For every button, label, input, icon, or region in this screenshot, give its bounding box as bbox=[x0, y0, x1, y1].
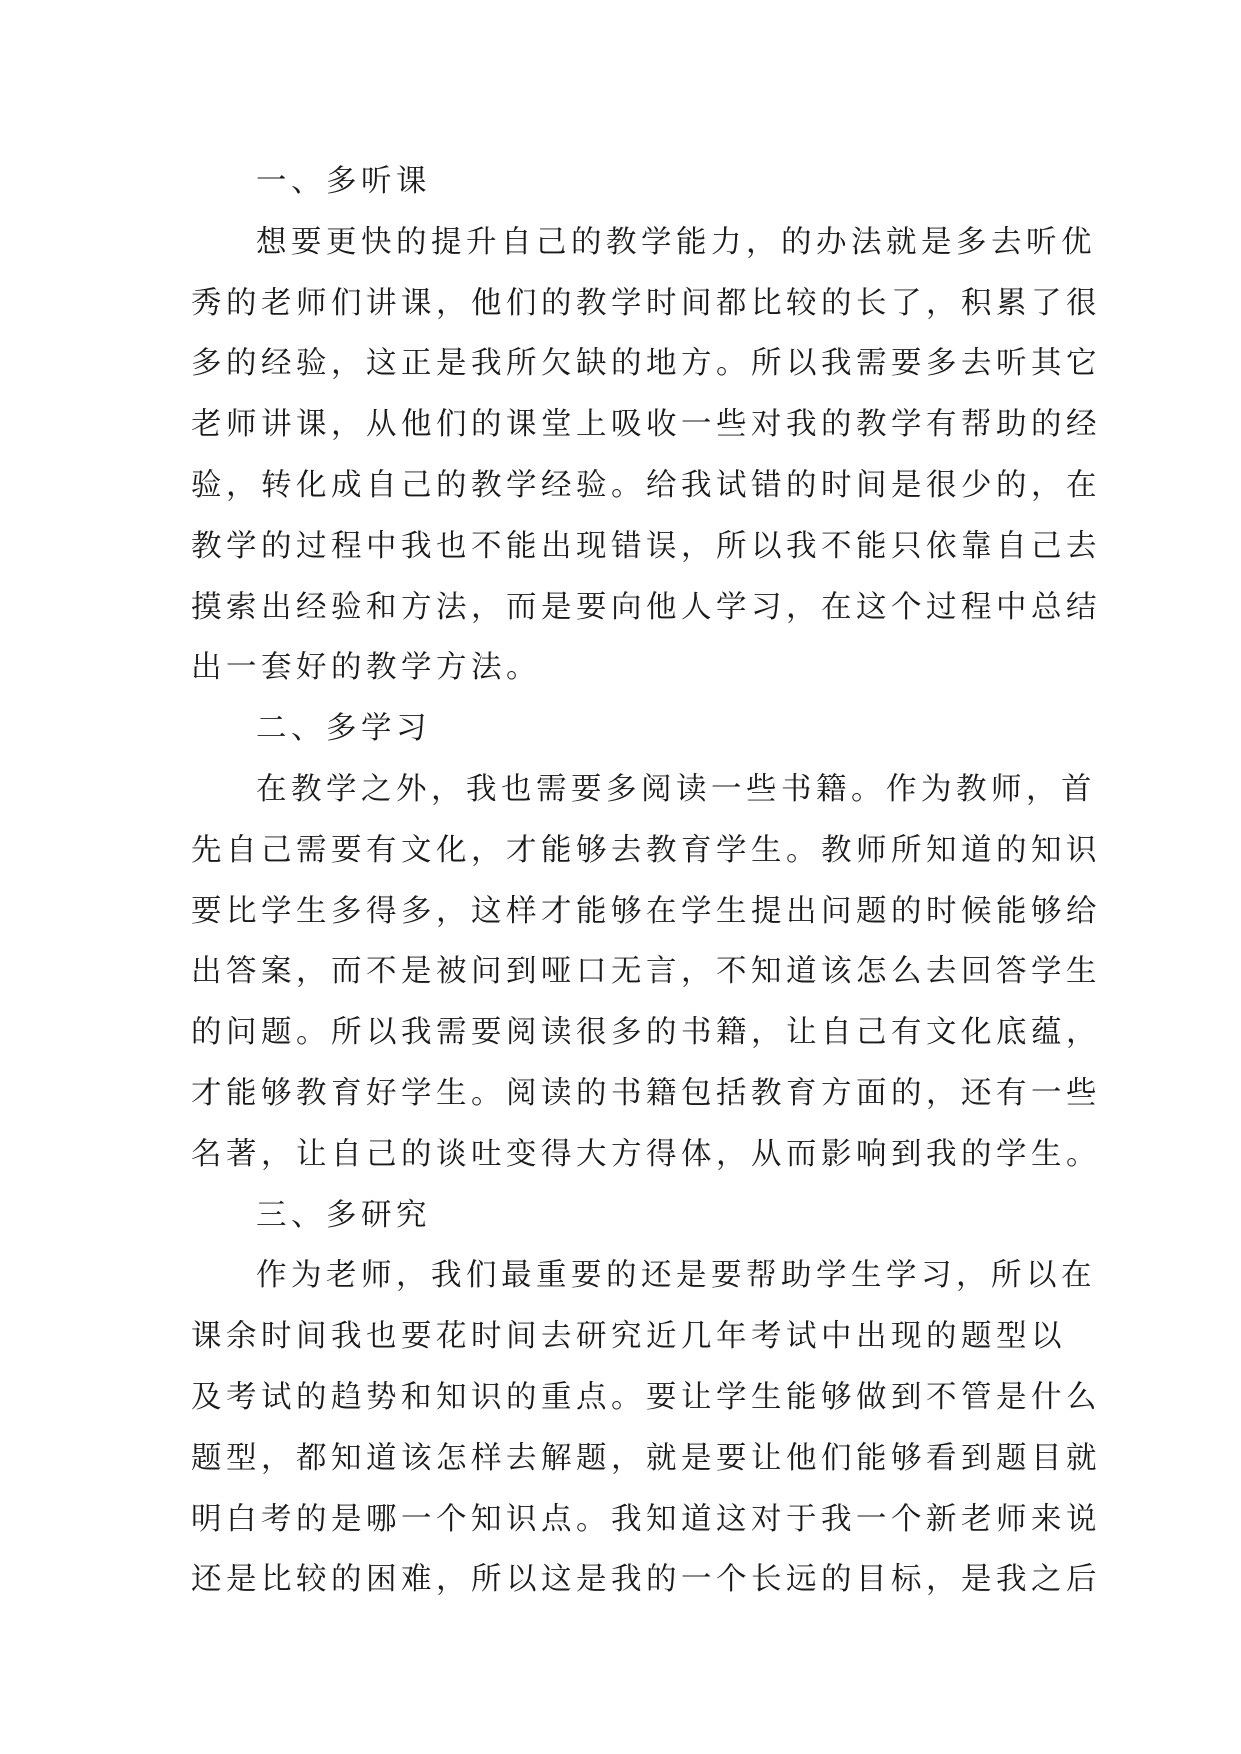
paragraph-line: 明白考的是哪一个知识点。我知道这对于我一个新老师来说 bbox=[191, 1501, 1101, 1537]
paragraph-line: 才能够教育好学生。阅读的书籍包括教育方面的，还有一些 bbox=[191, 1075, 1101, 1111]
paragraph-line: 多的经验，这正是我所欠缺的地方。所以我需要多去听其它 bbox=[191, 346, 1101, 382]
paragraph-line: 还是比较的困难，所以这是我的一个长远的目标，是我之后 bbox=[191, 1562, 1101, 1598]
paragraph-line: 想要更快的提升自己的教学能力，的办法就是多去听优 bbox=[256, 224, 1096, 260]
document-body bbox=[191, 152, 1101, 1611]
paragraph-line: 秀的老师们讲课，他们的教学时间都比较的长了，积累了很 bbox=[191, 285, 1101, 321]
paragraph-line: 老师讲课，从他们的课堂上吸收一些对我的教学有帮助的经 bbox=[191, 407, 1101, 443]
paragraph-line: 验，转化成自己的教学经验。给我试错的时间是很少的，在 bbox=[191, 467, 1101, 503]
paragraph-line: 要比学生多得多，这样才能够在学生提出问题的时候能够给 bbox=[191, 893, 1101, 929]
paragraph-line: 题型，都知道该怎样去解题，就是要让他们能够看到题目就 bbox=[191, 1440, 1101, 1476]
section-heading-study: 二、多学习 bbox=[256, 711, 431, 747]
paragraph-line: 先自己需要有文化，才能够去教育学生。教师所知道的知识 bbox=[191, 832, 1101, 868]
paragraph-line: 在教学之外，我也需要多阅读一些书籍。作为教师，首 bbox=[256, 771, 1096, 807]
paragraph-line: 及考试的趋势和知识的重点。要让学生能够做到不管是什么 bbox=[191, 1379, 1101, 1415]
paragraph-line: 的问题。所以我需要阅读很多的书籍，让自己有文化底蕴， bbox=[191, 1015, 1101, 1051]
section-heading-research: 三、多研究 bbox=[256, 1197, 431, 1233]
paragraph-line: 教学的过程中我也不能出现错误，所以我不能只依靠自己去 bbox=[191, 528, 1101, 564]
paragraph-line: 名著，让自己的谈吐变得大方得体，从而影响到我的学生。 bbox=[191, 1136, 1101, 1172]
paragraph-line: 作为老师，我们最重要的还是要帮助学生学习，所以在 bbox=[256, 1258, 1096, 1294]
paragraph-line: 摸索出经验和方法，而是要向他人学习，在这个过程中总结 bbox=[191, 589, 1101, 625]
paragraph-line: 出一套好的教学方法。 bbox=[191, 650, 541, 686]
paragraph-line: 出答案，而不是被问到哑口无言，不知道该怎么去回答学生 bbox=[191, 954, 1101, 990]
section-heading-listen: 一、多听课 bbox=[256, 164, 431, 199]
paragraph-line: 课余时间我也要花时间去研究近几年考试中出现的题型以 bbox=[191, 1319, 1066, 1355]
